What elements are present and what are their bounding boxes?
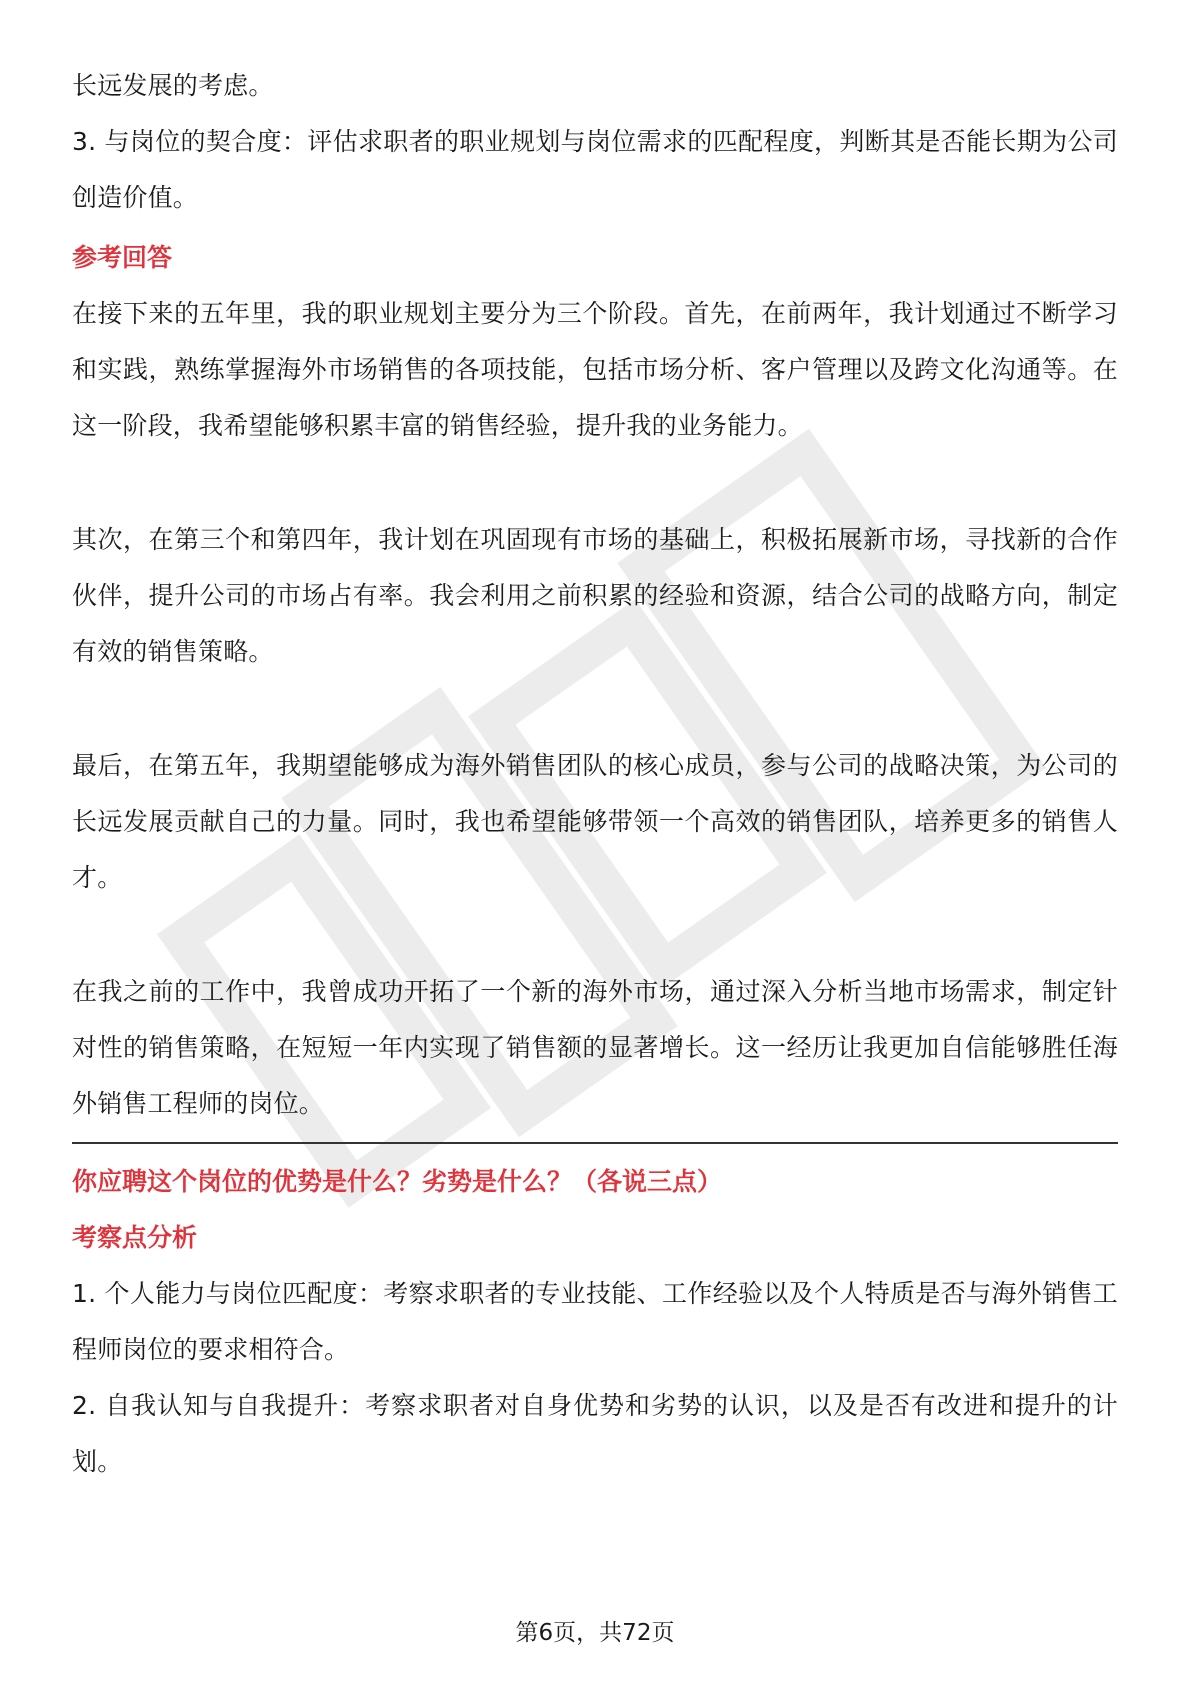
answer-paragraph-1: 在接下来的五年里，我的职业规划主要分为三个阶段。首先，在前两年，我计划通过不断学习和实践，熟练掌握海外市场销售的各项技能，包括市场分析、客户管理以及跨文化沟通等。在这一阶段，我希望能够积累丰富的销售经验，提升我的业务能力。 bbox=[72, 299, 1118, 440]
answer-paragraph-4: 在我之前的工作中，我曾成功开拓了一个新的海外市场，通过深入分析当地市场需求，制定针对性的销售策略，在短短一年内实现了销售额的显著增长。这一经历让我更加自信能够胜任海外销售工程师的岗位。 bbox=[72, 977, 1118, 1118]
analysis-point-2: 2. 自我认知与自我提升：考察求职者对自身优势和劣势的认识，以及是否有改进和提升的计划。 bbox=[72, 1391, 1118, 1476]
answer-heading: 参考回答 bbox=[72, 243, 173, 272]
section-divider bbox=[72, 1142, 1118, 1144]
analysis-point-1: 1. 个人能力与岗位匹配度：考察求职者的专业技能、工作经验以及个人特质是否与海外销售工程师岗位的要求相符合。 bbox=[72, 1279, 1118, 1364]
intro-point-3: 3. 与岗位的契合度：评估求职者的职业规划与岗位需求的匹配程度，判断其是否能长期为公司创造价值。 bbox=[72, 127, 1118, 212]
answer-paragraph-2: 其次，在第三个和第四年，我计划在巩固现有市场的基础上，积极拓展新市场，寻找新的合作伙伴，提升公司的市场占有率。我会利用之前积累的经验和资源，结合公司的战略方向，制定有效的销售策略。 bbox=[72, 525, 1118, 666]
question-title: 你应聘这个岗位的优势是什么？劣势是什么？（各说三点） bbox=[72, 1167, 723, 1196]
document-body bbox=[72, 58, 1118, 1490]
analysis-heading: 考察点分析 bbox=[72, 1223, 198, 1252]
answer-paragraph-3: 最后，在第五年，我期望能够成为海外销售团队的核心成员，参与公司的战略决策，为公司的长远发展贡献自己的力量。同时，我也希望能够带领一个高效的销售团队，培养更多的销售人才。 bbox=[72, 751, 1118, 892]
continuation-text: 长远发展的考虑。 bbox=[72, 71, 274, 100]
page-footer: 第6页，共72页 bbox=[515, 1620, 675, 1646]
